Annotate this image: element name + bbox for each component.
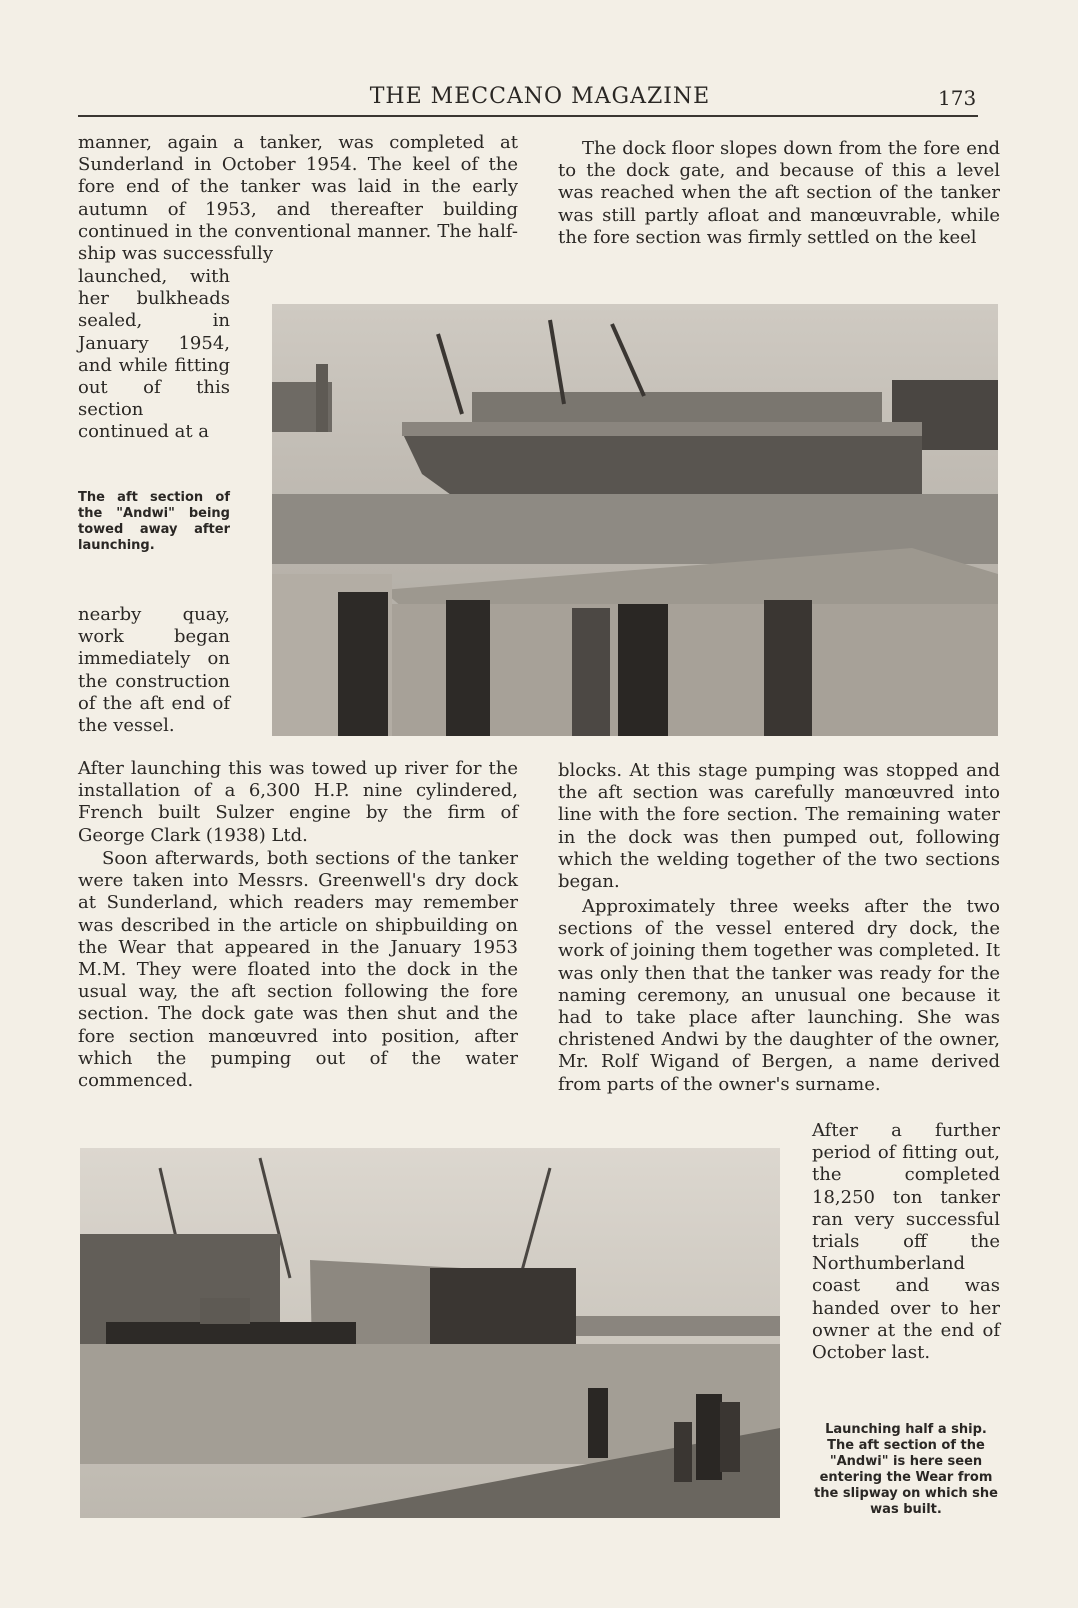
- left-paragraph-2: Soon afterwards, both sections of the tanker were taken into Messrs. Greenwell's dry dock at Sunderland, which readers may remember was described in the article on shipbuilding on the Wear that appeared in the January 1953 M.M. They were floated into the dock in the usual way, the aft section following the fore section. The dock gate was then shut and the fore section manœuvred into position, after which the pumping out of the water commenced.: [78, 848, 518, 1092]
- page-number: 173: [938, 86, 977, 110]
- left-paragraph-narrow-2: nearby quay, work began immediately on the construction of the aft end of the vessel.: [78, 604, 230, 737]
- dock-tanker-photo: [272, 304, 998, 736]
- right-paragraph-2: blocks. At this stage pumping was stopped and the aft section was carefully manœuvred into line with the fore section. The remaining water in the dock was then pumped out, following which the welding together of the two sections began.: [558, 760, 1000, 893]
- right-paragraph-3: Approximately three weeks after the two sections of the vessel entered dry dock, the work of joining them together was completed. It was only then that the tanker was ready for the naming ceremony, an unusual one because it had to take place after launching. She was christened Andwi by the daughter of the owner, Mr. Rolf Wigand of Bergen, a name derived from parts of the owner's surname.: [558, 896, 1000, 1095]
- dock-tanker-illustration: [272, 304, 998, 736]
- right-paragraph-4: After a further period of fitting out, the completed 18,250 ton tanker ran very successful trials off the Northumberland coast and was handed over to her owner at the end of October last.: [812, 1120, 1000, 1364]
- header-rule: [78, 115, 978, 117]
- magazine-title: THE MECCANO MAGAZINE: [369, 84, 711, 109]
- launching-photo: [80, 1148, 780, 1518]
- bottom-photo-caption: Launching half a ship. The aft section of the "Andwi" is here seen entering the Wear from the slipway on which she was built.: [814, 1422, 998, 1517]
- top-photo-caption: The aft section of the "Andwi" being towed away after launching.: [78, 490, 230, 553]
- launching-illustration: [80, 1148, 780, 1518]
- left-paragraph-1: manner, again a tanker, was completed at Sunderland in October 1954. The keel of the fore end of the tanker was laid in the early autumn of 1953, and thereafter building continued in the conventional manner. The half-ship was successfully: [78, 132, 518, 265]
- left-paragraph-narrow: launched, with her bulkheads sealed, in January 1954, and while fitting out of this section continued at a: [78, 266, 230, 443]
- right-paragraph-1: The dock floor slopes down from the fore end to the dock gate, and because of this a level was reached when the aft section of the tanker was still partly afloat and manœuvrable, while the fore section was firmly settled on the keel: [558, 138, 1000, 248]
- left-paragraph-continued: After launching this was towed up river for the installation of a 6,300 H.P. nine cylindered, French built Sulzer engine by the firm of George Clark (1938) Ltd.: [78, 758, 518, 846]
